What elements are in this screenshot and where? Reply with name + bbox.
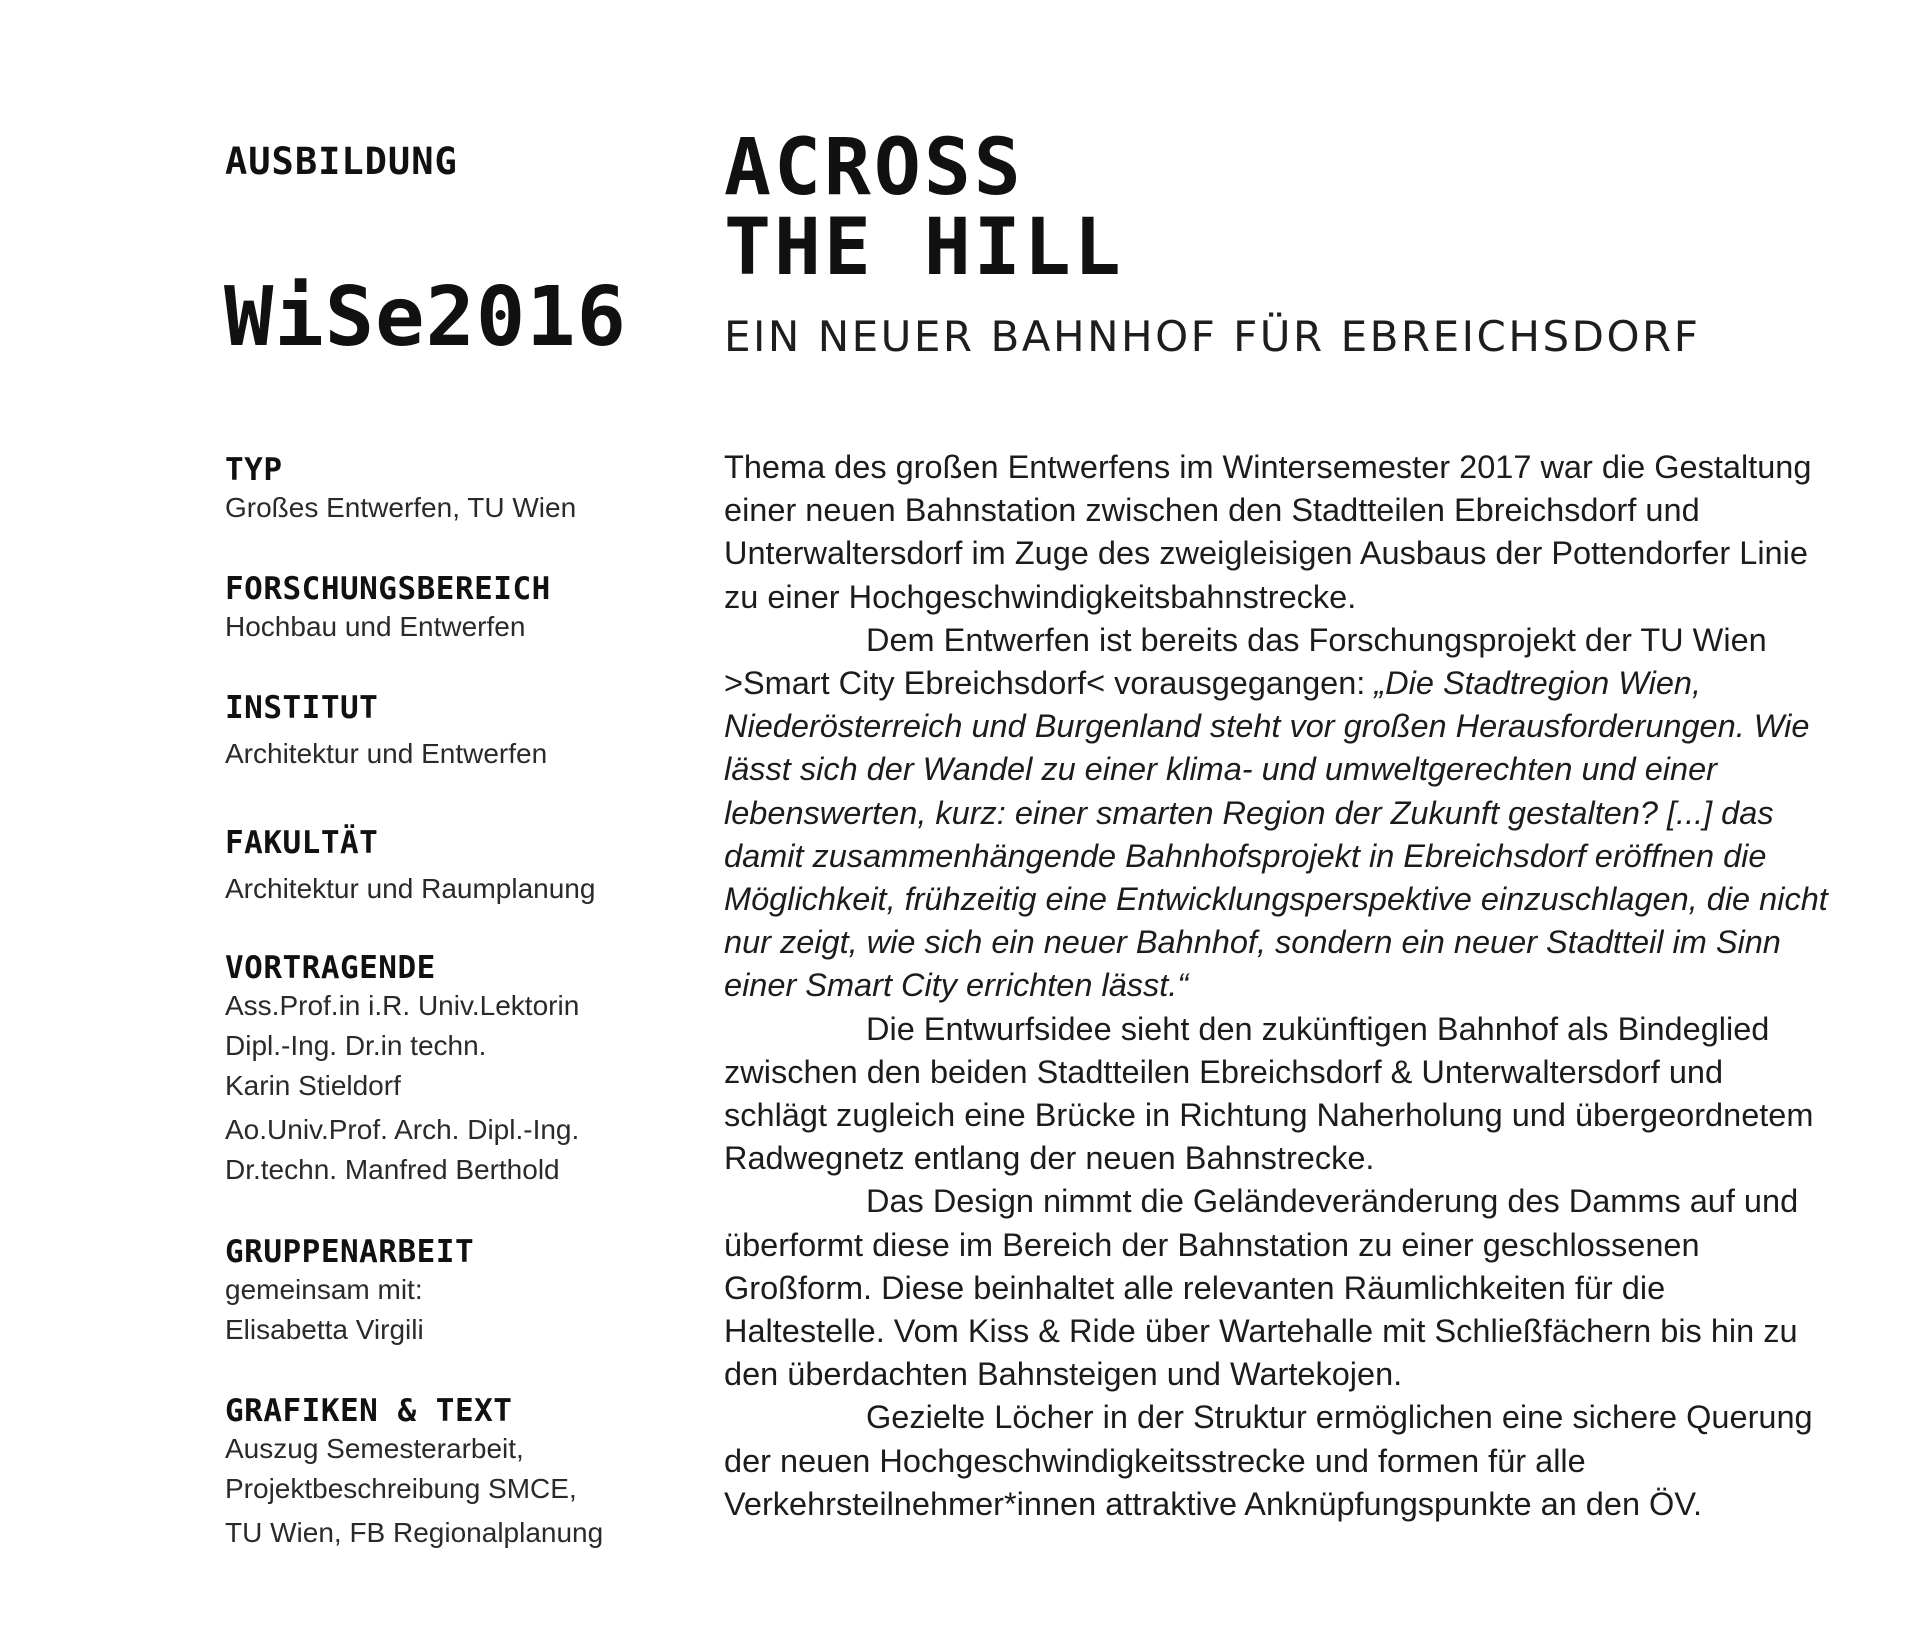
meta-value: Dipl.-Ing. Dr.in techn. — [225, 1030, 487, 1061]
meta-institut — [225, 690, 665, 774]
meta-value: Architektur und Raumplanung — [225, 873, 596, 904]
meta-label: GRAFIKEN & TEXT — [225, 1393, 513, 1429]
meta-value: Elisabetta Virgili — [225, 1314, 424, 1345]
page-title — [724, 123, 1124, 293]
title-line-1: ACROSS — [724, 123, 1024, 213]
meta-fakultaet — [225, 825, 665, 909]
meta-label: VORTRAGENDE — [225, 950, 436, 986]
paragraph-design: Das Design nimmt die Geländeveränderung des Damms auf und überformt diese im Bereich der Bahnstation zu einer geschlossenen Großform. Diese beinhaltet alle relevanten Räumlichkeiten für die Haltestelle. Vom Kiss & Ride über Wartehalle mit Schließfächern bis hin zu den überdachten Bahnsteigen und Wartekojen. — [724, 1183, 1799, 1393]
meta-value: Auszug Semesterarbeit, — [225, 1433, 524, 1464]
meta-vortragende — [225, 950, 665, 1190]
meta-value: TU Wien, FB Regionalplanung — [225, 1517, 604, 1548]
meta-gruppenarbeit — [225, 1234, 665, 1350]
meta-typ — [225, 452, 665, 528]
meta-label: FAKULTÄT — [225, 825, 379, 861]
title-line-2: THE HILL — [724, 203, 1124, 293]
meta-value: Projektbeschreibung SMCE, — [225, 1473, 577, 1504]
meta-value: Karin Stieldorf — [225, 1070, 401, 1101]
meta-value: Hochbau und Entwerfen — [225, 611, 526, 642]
research-quote: „Die Stadtregion Wien, Niederösterreich und Burgenland steht vor großen Herausforderungen. Wie lässt sich der Wandel zu einer klima- und umweltgerechten und einer lebenswerten, kurz: einer smarten Region der Zukunft gestalten? [...] das damit zusammenhängende Bahnhofsprojekt in Ebreichsdorf eröffnen die Möglichkeit, frühzeitig eine Entwicklungsperspektive einzuschlagen, die nicht nur zeigt, wie sich ein neuer Bahnhof, sondern ein neuer Stadtteil im Sinn einer Smart City errichten lässt.“ — [724, 665, 1828, 1004]
meta-label: FORSCHUNGSBEREICH — [225, 571, 551, 607]
section-label: AUSBILDUNG — [225, 140, 458, 183]
paragraph-concept: Die Entwurfsidee sieht den zukünftigen Bahnhof als Bindeglied zwischen den beiden Stadtteilen Ebreichsdorf & Unterwaltersdorf und schlägt zugleich eine Brücke in Richtung Naherholung und übergeordnetem Radwegnetz entlang der neuen Bahnstrecke. — [724, 1010, 1814, 1177]
meta-forschungsbereich — [225, 571, 665, 647]
meta-value: Ao.Univ.Prof. Arch. Dipl.-Ing. — [225, 1114, 580, 1145]
body-text — [724, 446, 1834, 1526]
meta-value: Dr.techn. Manfred Berthold — [225, 1154, 560, 1185]
paragraph-intro: Thema des großen Entwerfens im Wintersemester 2017 war die Gestaltung einer neuen Bahnstation zwischen den Stadtteilen Ebreichsdorf und Unterwaltersdorf im Zuge des zweigleisigen Ausbaus der Pottendorfer Linie zu einer Hochgeschwindigkeitsbahnstrecke. — [724, 449, 1812, 615]
meta-value: Architektur und Entwerfen — [225, 738, 548, 769]
paragraph-research-intro: Dem Entwerfen ist bereits das Forschungsprojekt der TU Wien >Smart City Ebreichsdorf< vorausgegangen: — [724, 621, 1767, 702]
meta-label: INSTITUT — [225, 690, 379, 726]
meta-value: Großes Entwerfen, TU Wien — [225, 492, 577, 523]
meta-grafiken-text — [225, 1393, 665, 1553]
paragraph-crossings: Gezielte Löcher in der Struktur ermöglichen eine sichere Querung der neuen Hochgeschwindigkeitsstrecke und formen für alle Verkehrsteilnehmer*innen attraktive Anknüpfungspunkte an den ÖV. — [724, 1399, 1813, 1522]
meta-value: Ass.Prof.in i.R. Univ.Lektorin — [225, 990, 580, 1021]
paragraph-research — [724, 619, 1834, 1008]
page-subtitle: EIN NEUER BAHNHOF FÜR EBREICHSDORF — [724, 312, 1701, 361]
meta-value: gemeinsam mit: — [225, 1274, 423, 1305]
meta-label: TYP — [225, 452, 283, 488]
meta-label: GRUPPENARBEIT — [225, 1234, 475, 1270]
semester-label: WiSe2016 — [224, 270, 627, 365]
